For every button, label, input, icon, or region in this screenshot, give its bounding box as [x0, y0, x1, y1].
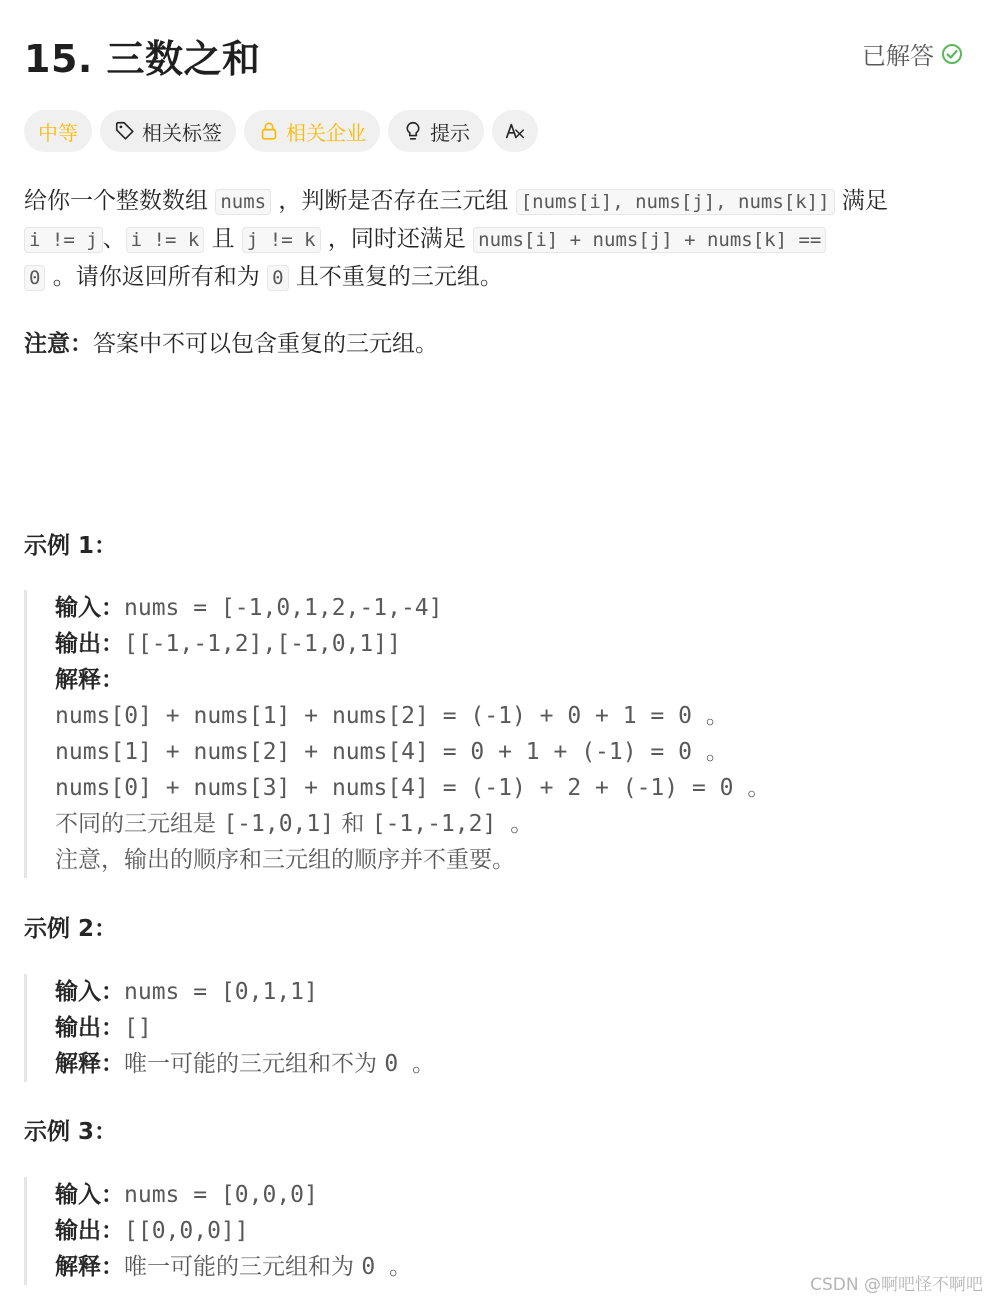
problem-page	[24, 0, 964, 1280]
distinct-end: 。	[496, 811, 534, 837]
explain-end: 。	[375, 1254, 413, 1280]
explain-text: 唯一可能的三元组和不为	[124, 1051, 385, 1077]
example-output	[55, 626, 955, 662]
desc-text: 给你一个整数数组	[24, 188, 216, 214]
related-tags-label: 相关标签	[142, 120, 222, 145]
problem-description	[24, 183, 964, 297]
inline-code-sum: nums[i] + nums[j] + nums[k] ==	[473, 227, 826, 253]
inline-code-triple: [nums[i], nums[j], nums[k]]	[516, 189, 835, 215]
translate-icon	[504, 120, 526, 142]
lightbulb-icon	[402, 120, 424, 142]
distinct-triple-1: [-1,0,1]	[223, 811, 335, 837]
inline-code-cond2: i != k	[126, 227, 205, 253]
input-label: 输入：	[55, 595, 124, 621]
note-text: 答案中不可以包含重复的三元组。	[93, 331, 438, 357]
input-value: nums = [-1,0,1,2,-1,-4]	[124, 595, 443, 621]
inline-code-cond1: i != j	[24, 227, 103, 253]
example-input	[55, 974, 955, 1010]
input-label: 输入：	[55, 1182, 124, 1208]
related-companies-label: 相关企业	[286, 120, 366, 145]
desc-text: 且不重复的三元组。	[288, 264, 503, 290]
input-value: nums = [0,1,1]	[124, 979, 318, 1005]
hint-label: 提示	[430, 120, 470, 145]
distinct-text: 不同的三元组是	[55, 811, 224, 837]
example-2-block	[24, 974, 955, 1082]
inline-code-zero2: 0	[267, 265, 288, 291]
example-explain	[55, 662, 955, 698]
inline-code-nums: nums	[215, 189, 271, 215]
related-tags-button[interactable]	[100, 110, 236, 152]
example-1-block	[24, 590, 955, 878]
inline-code-zero: 0	[24, 265, 45, 291]
solved-status	[862, 36, 964, 71]
desc-text: 且	[204, 226, 242, 252]
desc-text: 。请你返回所有和为	[45, 264, 268, 290]
hint-button[interactable]	[388, 110, 484, 152]
solved-label: 已解答	[862, 42, 934, 70]
example-output	[55, 1213, 955, 1249]
example-3-block	[24, 1177, 955, 1285]
explain-label: 解释：	[55, 667, 124, 693]
example-output	[55, 1010, 955, 1046]
output-label: 输出：	[55, 1218, 124, 1244]
output-label: 输出：	[55, 631, 124, 657]
explain-end: 。	[398, 1051, 436, 1077]
explain-line: nums[1] + nums[2] + nums[4] = 0 + 1 + (-1) = 0 。	[55, 739, 729, 765]
explain-line: nums[0] + nums[3] + nums[4] = (-1) + 2 + (-1) = 0 。	[55, 775, 771, 801]
desc-text: 、	[102, 226, 126, 252]
tag-bar	[24, 110, 538, 152]
check-circle-icon	[940, 42, 964, 66]
output-value: []	[124, 1015, 152, 1041]
output-value: [[0,0,0]]	[124, 1218, 249, 1244]
distinct-line	[55, 806, 955, 842]
desc-text: 满足	[834, 188, 888, 214]
difficulty-badge[interactable]	[24, 110, 92, 152]
explain-label: 解释：	[55, 1254, 124, 1280]
example-explain	[55, 1046, 955, 1082]
desc-text: ，同时还满足	[320, 226, 474, 252]
desc-text: ，判断是否存在三元组	[271, 188, 516, 214]
related-companies-button[interactable]	[244, 110, 380, 152]
explain-text: 唯一可能的三元组和为	[124, 1254, 362, 1280]
note-label: 注意：	[24, 331, 93, 357]
explain-line: nums[0] + nums[1] + nums[2] = (-1) + 0 + 1 = 0 。	[55, 703, 729, 729]
csdn-watermark: CSDN @啊吧怪不啊吧	[810, 1275, 983, 1295]
explain-zero: 0	[361, 1254, 376, 1280]
translate-button[interactable]	[492, 110, 538, 152]
explain-zero: 0	[384, 1051, 399, 1077]
example-2-title: 示例 2：	[24, 916, 118, 942]
distinct-and: 和	[334, 811, 372, 837]
example-1-title: 示例 1：	[24, 533, 118, 559]
example-input	[55, 590, 955, 626]
inline-code-cond3: j != k	[242, 227, 321, 253]
example-input	[55, 1177, 955, 1213]
order-note-line: 注意，输出的顺序和三元组的顺序并不重要。	[55, 847, 515, 873]
problem-header	[24, 0, 964, 100]
input-value: nums = [0,0,0]	[124, 1182, 318, 1208]
note-paragraph	[24, 325, 438, 358]
tag-icon	[114, 120, 136, 142]
lock-icon	[258, 120, 280, 142]
example-3-title: 示例 3：	[24, 1119, 118, 1145]
distinct-triple-2: [-1,-1,2]	[371, 811, 497, 837]
input-label: 输入：	[55, 979, 124, 1005]
explain-label: 解释：	[55, 1051, 124, 1077]
difficulty-label: 中等	[38, 120, 78, 145]
problem-title[interactable]: 15. 三数之和	[24, 37, 261, 81]
output-value: [[-1,-1,2],[-1,0,1]]	[124, 631, 401, 657]
output-label: 输出：	[55, 1015, 124, 1041]
